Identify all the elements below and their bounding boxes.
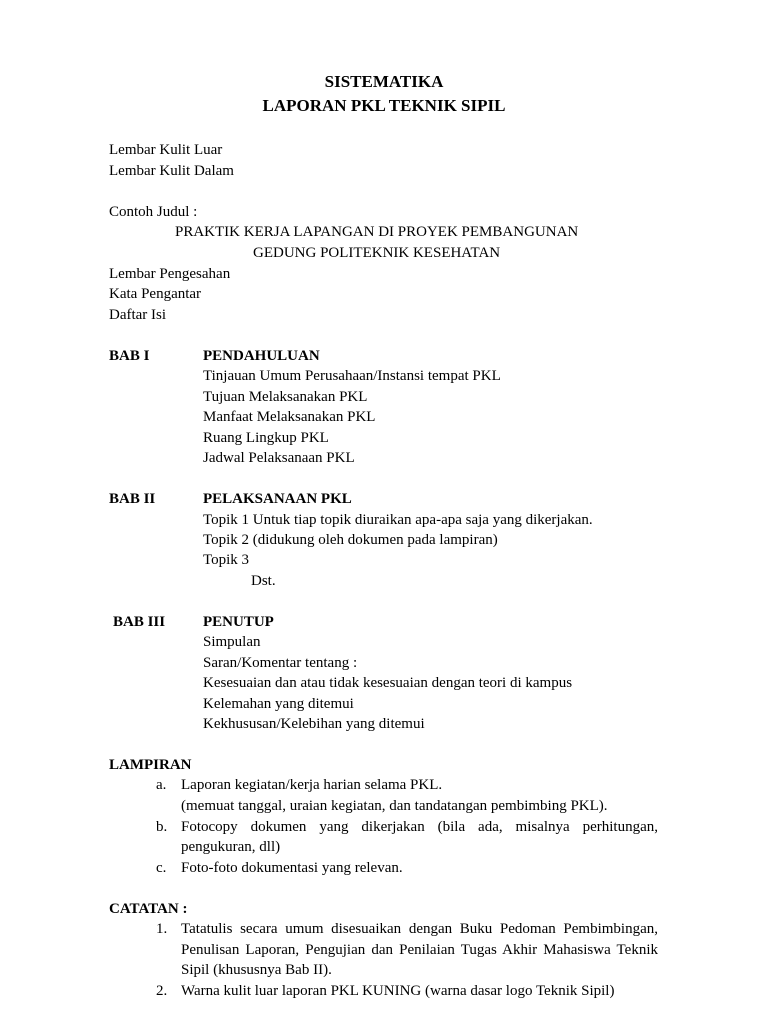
bab3-label: BAB III <box>113 614 166 630</box>
bab1-item: Jadwal Pelaksanaan PKL <box>203 450 355 466</box>
catatan-marker: 1. <box>156 921 168 937</box>
table-of-contents: Daftar Isi <box>109 307 167 323</box>
bab3-item: Kelemahan yang ditemui <box>203 696 354 712</box>
bab3-item: Kekhususan/Kelebihan yang ditemui <box>203 716 425 732</box>
catatan-heading: CATATAN : <box>109 901 188 917</box>
lampiran-marker: b. <box>156 819 168 835</box>
example-title-line-1: PRAKTIK KERJA LAPANGAN DI PROYEK PEMBANGUNAN <box>175 224 579 240</box>
bab3-item: Saran/Komentar tentang : <box>203 655 358 671</box>
bab3-item: Simpulan <box>203 634 261 650</box>
bab1-label: BAB I <box>109 348 150 364</box>
preface: Kata Pengantar <box>109 286 202 302</box>
example-title-line-2: GEDUNG POLITEKNIK KESEHATAN <box>253 245 501 261</box>
bab1-item: Ruang Lingkup PKL <box>203 430 329 446</box>
lampiran-marker: c. <box>156 860 167 876</box>
bab1-item: Manfaat Melaksanakan PKL <box>203 409 376 425</box>
document-title-line-2: LAPORAN PKL TEKNIK SIPIL <box>262 96 506 115</box>
catatan-item-line: Tatatulis secara umum disesuaikan dengan Buku Pedoman Pembimbingan, <box>181 921 658 937</box>
lampiran-marker: a. <box>156 777 167 793</box>
bab2-item: Topik 2 (didukung oleh dokumen pada lampiran) <box>203 532 498 548</box>
bab2-etc: Dst. <box>251 573 276 589</box>
lampiran-item-line: Laporan kegiatan/kerja harian selama PKL. <box>181 777 443 793</box>
bab2-item: Topik 1 Untuk tiap topik diuraikan apa-apa saja yang dikerjakan. <box>203 512 593 528</box>
lampiran-heading: LAMPIRAN <box>109 757 192 773</box>
example-title-label: Contoh Judul : <box>109 204 198 220</box>
lampiran-item-line: Foto-foto dokumentasi yang relevan. <box>181 860 403 876</box>
cover-inner: Lembar Kulit Dalam <box>109 163 234 179</box>
bab3-item: Kesesuaian dan atau tidak kesesuaian dengan teori di kampus <box>203 675 573 691</box>
bab1-item: Tinjauan Umum Perusahaan/Instansi tempat PKL <box>203 368 501 384</box>
document-title-line-1: SISTEMATIKA <box>324 72 444 91</box>
catatan-item-line: Penulisan Laporan, Pengujian dan Penilaian Tugas Akhir Mahasiswa Teknik <box>181 942 658 958</box>
lampiran-item-line: Fotocopy dokumen yang dikerjakan (bila ada, misalnya perhitungan, <box>181 819 658 835</box>
catatan-item-line: Warna kulit luar laporan PKL KUNING (warna dasar logo Teknik Sipil) <box>181 983 615 999</box>
lampiran-item-line: (memuat tanggal, uraian kegiatan, dan tandatangan pembimbing PKL). <box>181 798 608 814</box>
bab2-label: BAB II <box>109 491 156 507</box>
bab1-item: Tujuan Melaksanakan PKL <box>203 389 368 405</box>
bab3-heading: PENUTUP <box>203 614 274 630</box>
catatan-item-line: Sipil (khususnya Bab II). <box>181 962 332 978</box>
bab1-heading: PENDAHULUAN <box>203 348 320 364</box>
cover-outer: Lembar Kulit Luar <box>109 142 223 158</box>
lampiran-item-line: pengukuran, dll) <box>181 839 281 855</box>
catatan-marker: 2. <box>156 983 168 999</box>
bab2-item: Topik 3 <box>203 552 250 568</box>
bab2-heading: PELAKSANAAN PKL <box>203 491 352 507</box>
approval-sheet: Lembar Pengesahan <box>109 266 231 282</box>
